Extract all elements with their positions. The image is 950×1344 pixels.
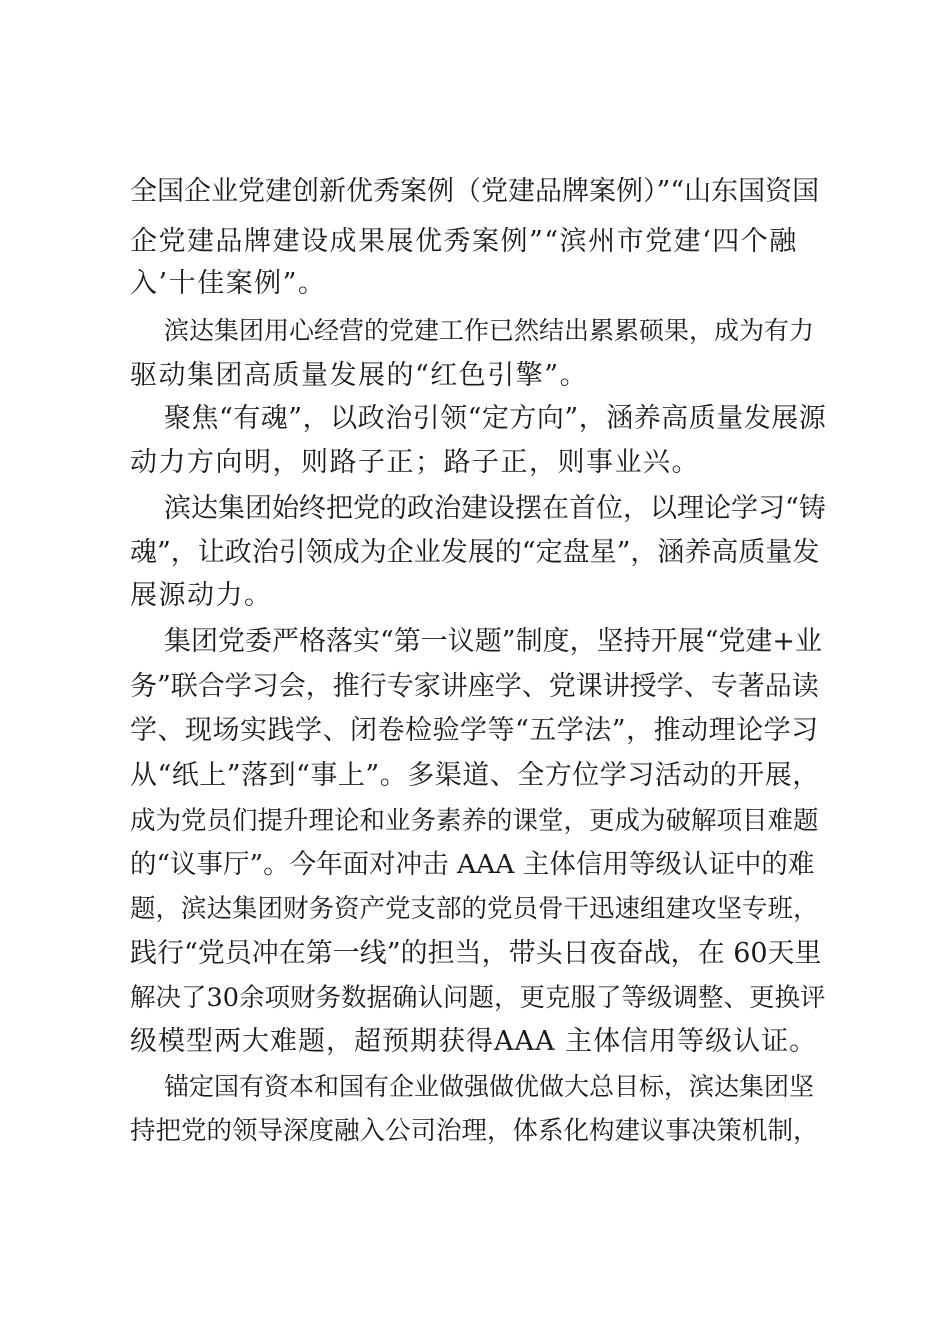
text-line-12: 务”联合学习会，推行专家讲座学、党课讲授学、专著品读: [130, 671, 819, 702]
text-line-2: 企党建品牌建设成果展优秀案例”“滨州市党建‘四个融: [130, 226, 798, 257]
text-line-21: 锚定国有资本和国有企业做强做优做大总目标，滨达集团坚: [164, 1072, 815, 1101]
text-line-20: 级模型两大难题，超预期获得AAA 主体信用等级认证。: [130, 1026, 818, 1057]
text-line-1: 全国企业党建创新优秀案例（党建品牌案例）”“山东国资国: [130, 176, 820, 207]
text-line-9: 魂”，让政治引领成为企业发展的“定盘星”，涵养高质量发: [130, 537, 820, 568]
text-line-10: 展源动力。: [130, 580, 273, 611]
text-line-3: 入’十佳案例”。: [130, 268, 327, 299]
text-line-19: 解决了30余项财务数据确认问题，更克服了等级调整、更换评: [130, 983, 826, 1013]
text-line-17: 题，滨达集团财务资产党支部的党员骨干迅速组建攻坚专班，: [130, 894, 819, 924]
text-line-6: 聚焦“有魂”，以政治引领“定方向”，涵养高质量发展源: [164, 403, 827, 434]
text-line-4: 滨达集团用心经营的党建工作已然结出累累硕果，成为有力: [164, 316, 815, 345]
text-line-13: 学、现场实践学、闭卷检验学等“五学法”，推动理论学习: [130, 715, 819, 746]
text-line-14: 从“纸上”落到“事上”。多渠道、全方位学习活动的开展，: [130, 760, 820, 791]
text-line-22: 持把党的领导深度融入公司治理，体系化构建议事决策机制，: [130, 1116, 819, 1146]
text-line-18: 践行“党员冲在第一线”的担当，带头日夜奋战，在 60天里: [130, 938, 822, 969]
text-line-7: 动力方向明，则路子正；路子正，则事业兴。: [130, 447, 700, 478]
text-line-8: 滨达集团始终把党的政治建设摆在首位，以理论学习“铸: [164, 493, 826, 524]
text-line-5: 驱动集团高质量发展的“红色引擎”。: [130, 360, 589, 391]
text-line-11: 集团党委严格落实“第一议题”制度，坚持开展“党建+业: [164, 626, 823, 657]
text-line-16: 的“议事厅”。今年面对冲击 AAA 主体信用等级认证中的难: [130, 849, 815, 880]
text-line-15: 成为党员们提升理论和业务素养的课堂，更成为破解项目难题: [130, 806, 819, 836]
